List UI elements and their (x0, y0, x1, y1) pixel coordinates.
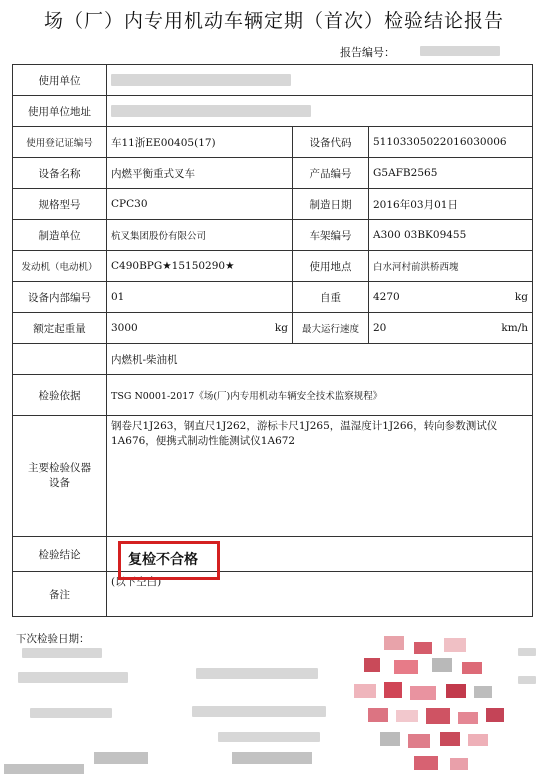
report-number-redacted (420, 46, 500, 56)
engine-value: C490BPG★15150290★ (107, 251, 293, 282)
redacted-block (30, 708, 112, 718)
redacted-block (218, 732, 320, 742)
weight-label: 自重 (293, 282, 369, 313)
location-label: 使用地点 (293, 251, 369, 282)
power-value: 内燃机-柴油机 (107, 344, 533, 375)
table-row (13, 572, 533, 617)
rated-load-cell (107, 313, 293, 344)
internal-no-value: 01 (107, 282, 293, 313)
redacted-block (94, 752, 148, 764)
weight-cell (369, 282, 533, 313)
max-speed-unit: km/h (501, 322, 528, 334)
mfg-date-label: 制造日期 (293, 189, 369, 220)
model-label: 规格型号 (13, 189, 107, 220)
frame-no-value: A300 03BK09455 (369, 220, 533, 251)
remarks-label: 备注 (13, 572, 107, 617)
internal-no-label: 设备内部编号 (13, 282, 107, 313)
instruments-label: 主要检验仪器设备 (13, 416, 107, 537)
conclusion-label: 检验结论 (13, 537, 107, 572)
rated-load-label: 额定起重量 (13, 313, 107, 344)
user-unit-label: 使用单位 (13, 65, 107, 96)
redacted-block (232, 752, 312, 764)
mfg-date-value: 2016年03月01日 (369, 189, 533, 220)
redacted-block (196, 668, 318, 679)
table-row (13, 251, 533, 282)
redacted-block (22, 648, 102, 658)
product-no-value: G5AFB2565 (369, 158, 533, 189)
table-row (13, 158, 533, 189)
basis-label: 检验依据 (13, 375, 107, 416)
max-speed-value: 20 (373, 322, 387, 334)
device-code-value: 51103305022016030006 (369, 127, 533, 158)
table-row (13, 375, 533, 416)
redacted-block (18, 672, 128, 683)
location-value: 白水河村前洪桥西塊 (369, 251, 533, 282)
device-name-value: 内燃平衡重式叉车 (107, 158, 293, 189)
product-no-label: 产品编号 (293, 158, 369, 189)
table-row (13, 416, 533, 537)
next-inspection-date-label: 下次检验日期： (16, 633, 90, 645)
user-address-label: 使用单位地址 (13, 96, 107, 127)
frame-no-label: 车架编号 (293, 220, 369, 251)
model-value: CPC30 (107, 189, 293, 220)
conclusion-value: 复检不合格 (128, 552, 198, 568)
user-unit-value-redacted (107, 65, 533, 96)
weight-value: 4270 (373, 291, 400, 303)
power-label-empty (13, 344, 107, 375)
instruments-value: 钢卷尺1J263，钢直尺1J262，游标卡尺1J265，温湿度计1J266，转向参数测试仪1A676，便携式制动性能测试仪1A672 (107, 416, 533, 537)
rated-load-unit: kg (274, 322, 288, 334)
weight-unit: kg (514, 291, 528, 303)
max-speed-label: 最大运行速度 (293, 313, 369, 344)
rated-load-value: 3000 (111, 322, 138, 334)
redacted-block (192, 706, 326, 717)
table-row (13, 220, 533, 251)
max-speed-cell (369, 313, 533, 344)
table-row (13, 344, 533, 375)
maker-label: 制造单位 (13, 220, 107, 251)
device-name-label: 设备名称 (13, 158, 107, 189)
device-code-label: 设备代码 (293, 127, 369, 158)
watermark (4, 764, 84, 774)
table-row (13, 537, 533, 572)
reg-code-label: 使用登记证编号 (13, 127, 107, 158)
table-row (13, 313, 533, 344)
report-number-label: 报告编号： (340, 46, 395, 59)
redacted-seal-mosaic (354, 636, 524, 776)
table-row (13, 127, 533, 158)
maker-value: 杭叉集团股份有限公司 (107, 220, 293, 251)
table-row (13, 65, 533, 96)
user-address-value-redacted (107, 96, 533, 127)
table-row (13, 282, 533, 313)
report-title: 场（厂）内专用机动车辆定期（首次）检验结论报告 (43, 10, 504, 32)
report-table (12, 64, 532, 617)
engine-label: 发动机（电动机） (13, 251, 107, 282)
table-row (13, 189, 533, 220)
reg-code-value: 车11浙EE00405(17) (107, 127, 293, 158)
basis-value: TSG N0001-2017《场(厂)内专用机动车辆安全技术监察规程》 (107, 375, 533, 416)
remarks-value: (以下空白) (107, 572, 533, 617)
table-row (13, 96, 533, 127)
